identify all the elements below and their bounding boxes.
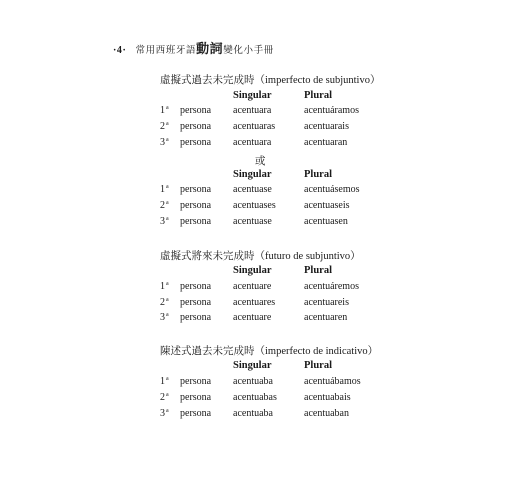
section-heading: 虛擬式將來未完成時（futuro de subjuntivo） (160, 251, 361, 262)
table-row (0, 281, 520, 296)
singular-header: Singular (233, 90, 272, 101)
book-title-emphasis: 動詞 (196, 41, 224, 56)
table-row (0, 297, 520, 312)
person-label: persona (180, 281, 212, 292)
column-header-row (0, 169, 520, 184)
person-label: persona (180, 312, 212, 323)
person-number: 1$^a$ (160, 281, 169, 292)
singular-form: acentuases (233, 200, 276, 211)
table-row (0, 216, 520, 231)
table-row (0, 376, 520, 391)
table-row (0, 137, 520, 152)
person-number: 2$^a$ (160, 200, 169, 211)
person-number: 2$^a$ (160, 121, 169, 132)
person-label: persona (180, 408, 212, 419)
person-number: 1$^a$ (160, 376, 169, 387)
plural-header: Plural (304, 265, 332, 276)
person-number: 3$^a$ (160, 312, 169, 323)
page-number: ·4· (113, 45, 127, 56)
singular-form: acentuares (233, 297, 276, 308)
section-heading: 陳述式過去未完成時（imperfecto de indicativo） (160, 346, 379, 357)
plural-form: acentuabais (304, 392, 351, 403)
column-header-row (0, 90, 520, 105)
singular-header: Singular (233, 360, 272, 371)
singular-form: acentuaba (233, 408, 273, 419)
plural-form: acentuasen (304, 216, 348, 227)
singular-form: acentuare (233, 281, 272, 292)
column-header-row (0, 265, 520, 280)
table-row (0, 105, 520, 120)
person-label: persona (180, 184, 212, 195)
person-label: persona (180, 105, 212, 116)
table-row (0, 312, 520, 327)
plural-form: acentuaren (304, 312, 348, 323)
person-number: 1$^a$ (160, 184, 169, 195)
plural-form: acentuaseis (304, 200, 350, 211)
section-heading: 虛擬式過去未完成時（imperfecto de subjuntivo） (160, 75, 381, 86)
person-number: 2$^a$ (160, 392, 169, 403)
singular-form: acentuabas (233, 392, 277, 403)
singular-form: acentuara (233, 137, 272, 148)
singular-form: acentuaras (233, 121, 276, 132)
book-title-part: 常用西班牙語 (135, 46, 197, 56)
person-label: persona (180, 200, 212, 211)
person-number: 2$^a$ (160, 297, 169, 308)
person-number: 3$^a$ (160, 408, 169, 419)
singular-header: Singular (233, 265, 272, 276)
column-header-row (0, 360, 520, 375)
alternative-separator: 或 (255, 156, 266, 167)
table-row (0, 184, 520, 199)
plural-form: acentuábamos (304, 376, 361, 387)
singular-form: acentuara (233, 105, 272, 116)
plural-header: Plural (304, 360, 332, 371)
plural-form: acentuaban (304, 408, 349, 419)
singular-form: acentuase (233, 184, 272, 195)
person-label: persona (180, 137, 212, 148)
singular-header: Singular (233, 169, 272, 180)
plural-form: acentuareis (304, 297, 349, 308)
plural-form: acentuáremos (304, 281, 359, 292)
running-header (113, 38, 274, 57)
singular-form: acentuase (233, 216, 272, 227)
table-row (0, 408, 520, 423)
person-number: 1$^a$ (160, 105, 169, 116)
person-label: persona (180, 216, 212, 227)
singular-form: acentuare (233, 312, 272, 323)
singular-form: acentuaba (233, 376, 273, 387)
plural-form: acentuásemos (304, 184, 360, 195)
table-row (0, 121, 520, 136)
plural-form: acentuáramos (304, 105, 359, 116)
plural-form: acentuaran (304, 137, 348, 148)
person-label: persona (180, 121, 212, 132)
person-number: 3$^a$ (160, 216, 169, 227)
person-label: persona (180, 392, 212, 403)
book-title-part: 變化小手冊 (223, 46, 274, 56)
table-row (0, 200, 520, 215)
plural-form: acentuarais (304, 121, 349, 132)
person-label: persona (180, 376, 212, 387)
person-label: persona (180, 297, 212, 308)
table-row (0, 392, 520, 407)
plural-header: Plural (304, 90, 332, 101)
plural-header: Plural (304, 169, 332, 180)
person-number: 3$^a$ (160, 137, 169, 148)
